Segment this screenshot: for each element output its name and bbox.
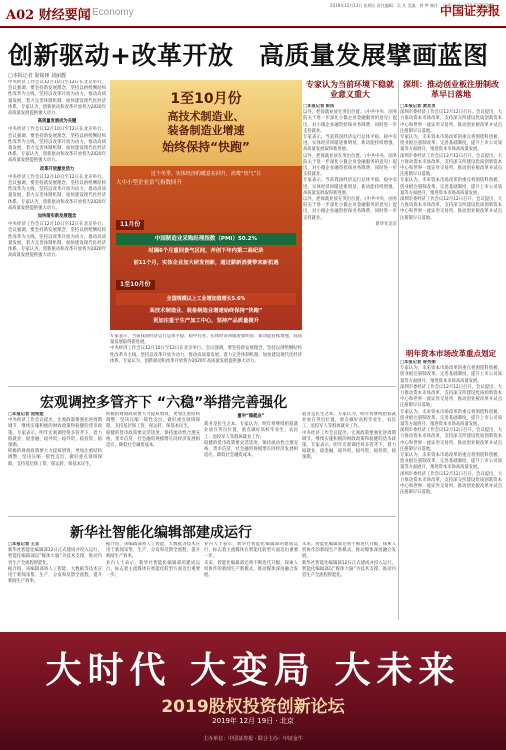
ad-slogan: 大时代 大变局 大未来 <box>45 649 461 691</box>
lead-continuation-paragraph: 中央经济工作会议12月10日至12日在北京举行。会议强调，要坚持新发展理念，坚持以供给侧结构性改革为主线，坚持以改革开放为动力，推动高质量发展，着力完善体制机制，加快建设现代化经济体系。专家认为，创新驱动和改革开放将为2020年高质量发展提供强大动力。 <box>110 346 302 364</box>
lead-paragraph: 中央经济工作会议12月10日至12日在北京举行。会议强调，要坚持新发展理念，坚持以供给侧结构性改革为主线，坚持以改革开放为动力，推动高质量发展，着力完善体制机制，加快建设现代化经济体系。专家认为，创新驱动和改革开放将为2020年高质量发展提供强大动力。 <box>8 80 106 117</box>
infographic-title-2: 高技术制造业、 <box>167 110 245 123</box>
article3-byline: □本报记者 王言 <box>8 542 40 547</box>
employment-paragraph: 以外，把保就业放在突出位置。《中共中央、国务院关于进一步深化小微企业金融服务的意见》提出，对小微企业融资担保业务降费，同时进一步支持就业。 <box>303 197 397 221</box>
article2-paragraph: 稳健的货币政策要灵活适度，保持流动性合理充裕，货币信贷、社会融资规模增长同经济发展相适应，降低社会融资成本。 <box>204 440 298 459</box>
article2-paragraph: 积极的财政政策要大力提质增效，更加注重结构调整，坚决压缩一般性支出，做好重点领域保障，支持基层保工资、保运转、保基本民生。 <box>8 449 102 467</box>
infographic-tag-2: 1至10月份 <box>116 280 155 290</box>
ad-organizers: 主办单位：中国证券报 · 联合主办：中证金牛 <box>203 736 303 742</box>
article2-paragraph: 就业是民生之本。专家认为，明年将继续把稳就业放在突出位置，重点做好高校毕业生、农民工、退役军人等群体就业工作。 <box>204 422 298 440</box>
employment-text <box>303 104 397 344</box>
shenzhen-byline: □本报记者 黄灵灵 <box>400 104 436 109</box>
article3-column-3 <box>204 542 298 626</box>
capital-market-paragraph: 深圳市委经济工作会议12月12日召开。会议提出，大力推动资本市场改革，支持深交所建设优质创新资本中心和世界一流证券交易所，推动创业板改革并试点注册制早日落地。 <box>400 471 502 496</box>
article2-paragraph: 就业是民生之本。专家认为，明年将继续把稳就业放在突出位置，重点做好高校毕业生、农民工、退役军人等群体就业工作。 <box>302 412 396 430</box>
section-divider <box>8 516 396 517</box>
lead-paragraph: 中央经济工作会议12月10日至12日在北京举行。会议强调，要坚持新发展理念，坚持以供给侧结构性改革为主线，坚持以改革开放为动力，推动高质量发展，着力完善体制机制，加快建设现代化经济体系。专家认为，创新驱动和改革开放将为2020年高质量发展提供强大动力。 <box>8 222 106 259</box>
section-label: A02 财经要闻 <box>6 8 91 23</box>
column-rule <box>398 80 399 620</box>
article3-column-2 <box>106 542 200 626</box>
lead-byline: □本报记者 倪铭娅 刘丽靓 <box>8 73 66 79</box>
lead-subhead-3: 加快落实新发展理念 <box>37 214 77 220</box>
lead-column-left <box>8 80 106 380</box>
capital-market-paragraph: 深圳市委经济工作会议12月12日召开。会议提出，大力推动资本市场改革，支持深交所建设优质创新资本中心和世界一流证券交易所，推动创业板改革并试点注册制早日落地。 <box>400 428 502 452</box>
capital-market-paragraph: 深圳市委经济工作会议12月12日召开。会议提出，大力推动资本市场改革，支持深交所建设优质创新资本中心和世界一流证券交易所，推动创业板改革并试点注册制早日落地。 <box>400 384 502 409</box>
article2-headline: 宏观调控多管齐下 “六稳”举措完善强化 <box>40 395 288 411</box>
article3-paragraph: 未来，智能化编辑部还将不断迭代升级，探索人机协作的新闻生产新模式，推动媒体深度融合发展。 <box>204 560 298 579</box>
article3-column-4 <box>302 542 396 626</box>
article3-column-1 <box>8 542 102 626</box>
shenzhen-paragraph: 深圳市委经济工作会议12月12日召开。会议提出，大力推动资本市场改革，支持深交所建设优质创新资本中心和世界一流证券交易所，推动创业板改革并试点注册制早日落地。 <box>400 197 502 221</box>
infographic-line-2: 前11个月，实体企业加大研发创新，通过薪新消费带来新机遇 <box>133 260 279 266</box>
article2-subhead: 重申“稳就业” <box>237 414 265 419</box>
employment-title: 专家认为当前环境下稳就业意义重大 <box>306 80 394 99</box>
article2-paragraph: 中央经济工作会议提出，宏观政策要强化逆周期调节，继续实施积极的财政政策和稳健的货币政策。专家表示，明年宏观调控将多管齐下，着力稳就业、稳金融、稳外贸、稳外资、稳投资、稳预期。 <box>302 430 396 461</box>
article3-paragraph: 据介绍，该编辑部将人工智能、大数据等技术应用于新闻采集、生产、分发和反馈全流程，提升新闻生产效率。 <box>8 566 102 585</box>
infographic-tag-1: 11月份 <box>116 220 144 230</box>
lead-paragraph: 中央经济工作会议12月10日至12日在北京举行。会议强调，要坚持新发展理念，坚持以供给侧结构性改革为主线，坚持以改革开放为动力，推动高质量发展，着力完善体制机制，加快建设现代化经济体系。专家认为，创新驱动和改革开放将为2020年高质量发展提供强大动力。 <box>8 127 106 164</box>
newspaper-logo: 中国证券报 <box>439 4 500 18</box>
employment-byline: □本报记者 彭扬 <box>303 104 335 109</box>
lead-paragraph: 中央经济工作会议12月10日至12日在北京举行。会议强调，要坚持新发展理念，坚持以供给侧结构性改革为主线，坚持以改革开放为动力，推动高质量发展，着力完善体制机制，加快建设现代化经济体系。专家认为，创新驱动和改革开放将为2020年高质量发展提供强大动力。 <box>8 174 106 211</box>
capital-market-paragraph: 专家认为，未来资本市场改革的重点将围绕科创板、创业板注册制改革，完善基础制度，提升上市公司质量等方面展开，推进资本市场高质量发展。 <box>400 409 502 428</box>
section-label-en: Economy <box>92 7 134 18</box>
employment-paragraph: 以外，把保就业放在突出位置。《中共中央、国务院关于进一步深化小微企业金融服务的意见》提出，对小微企业融资担保业务降费，同时进一步支持就业。 <box>303 153 397 178</box>
article2-column-3 <box>204 412 298 512</box>
shenzhen-paragraph: 专家认为，未来资本市场改革的重点将围绕科创板、创业板注册制改革，完善基础制度，提升上市公司质量等方面展开，推进资本市场高质量发展。 <box>400 178 502 196</box>
article2-paragraph: 稳健的货币政策要灵活适度，保持流动性合理充裕，货币信贷、社会融资规模增长同经济发展相适应，降低社会融资成本。 <box>106 430 200 449</box>
ad-forum-title: 2019股权投资创新论坛 <box>161 697 345 717</box>
infographic-bar-2: 全国规模以上工业增加值增长5.6% <box>116 293 296 305</box>
employment-paragraph: 专家表示，当前我国经济运行总体平稳，稳中有进。实体经济回暖迹象明显，新动能持续增强，高质量发展取得新进展。 <box>303 178 397 196</box>
infographic-title-3: 装备制造业增速 <box>167 124 245 137</box>
page-header <box>0 0 506 28</box>
page-meta: 2019年12月13日 星期五 责任编辑：吴 凡 美编：曾 梦 制作：王 敬 电话：010-83251808 <box>330 3 494 8</box>
infographic <box>110 80 302 330</box>
article2-column-4 <box>302 412 396 512</box>
shenzhen-title: 深圳：推动创业板注册制改革早日落地 <box>403 80 499 99</box>
article3-paragraph: 业内人士表示，新华社智能化编辑部的建成运行，标志着主流媒体在智能化转型方面迈出重要一步。 <box>106 560 200 579</box>
capital-market-subhead: 明年资本市场改革重点划定 <box>406 349 496 358</box>
capital-market-text <box>400 360 502 622</box>
employment-paragraph: 专家表示，当前我国经济运行总体平稳，稳中有进。实体经济回暖迹象明显，新动能持续增强，高质量发展取得新进展。 <box>303 135 397 153</box>
lead-subhead-2: 改革开放激发活力 <box>39 166 75 172</box>
lead-continuation-paragraph: 专家表示，当前我国经济运行总体平稳，稳中有进。实体经济回暖迹象明显，新动能持续增强，高质量发展取得新进展。 <box>110 334 302 346</box>
shenzhen-paragraph: 深圳市委经济工作会议12月12日召开。会议提出，大力推动资本市场改革，支持深交所建设优质创新资本中心和世界一流证券交易所，推动创业板改革并试点注册制早日落地。 <box>400 153 502 178</box>
capital-market-paragraph: 专家认为，未来资本市场改革的重点将围绕科创板、创业板注册制改革，完善基础制度，提升上市公司质量等方面展开，推进资本市场高质量发展。 <box>400 453 502 471</box>
shenzhen-text <box>400 104 502 352</box>
lead-continuation <box>110 334 302 384</box>
lead-subhead-1: 高质量发展成为关键 <box>37 119 77 125</box>
article2-column-2 <box>106 412 200 512</box>
infographic-body: 大中小型企业景气指数回升 <box>116 180 183 186</box>
article3-paragraph: 业内人士表示，新华社智能化编辑部的建成运行，标志着主流媒体在智能化转型方面迈出重要一步。 <box>204 542 298 560</box>
forum-advertisement <box>0 632 506 750</box>
article2-column-1 <box>8 412 102 512</box>
article3-headline: 新华社智能化编辑部建成运行 <box>70 525 252 541</box>
article3-paragraph: 新华社智能化编辑部12日正式建成并投入运行。智能化编辑部以“媒体大脑”为技术支撑，推动内容生产全流程智能化。 <box>302 560 396 579</box>
infographic-bar-1: 中国制造业采购经理指数（PMI）50.2% <box>116 233 296 245</box>
shenzhen-box <box>400 80 502 352</box>
section-divider <box>8 386 396 387</box>
capital-market-paragraph: 专家认为，未来资本市场改革的重点将围绕科创板、创业板注册制改革，完善基础制度，提升上市公司质量等方面展开，推进资本市场高质量发展。 <box>400 366 502 384</box>
article3-paragraph: 未来，智能化编辑部还将不断迭代升级，探索人机协作的新闻生产新模式，推动媒体深度融合发展。 <box>302 542 396 560</box>
shenzhen-paragraph: 深圳市委经济工作会议12月12日召开。会议提出，大力推动资本市场改革，支持深交所建设优质创新资本中心和世界一流证券交易所，推动创业板改革并试点注册制早日落地。 <box>400 110 502 134</box>
article2-byline: □本报记者 倪铭娅 <box>8 412 44 417</box>
employment-sidebox <box>303 80 397 345</box>
capital-market-byline: □本报记者 昝秀丽 <box>400 360 436 365</box>
infographic-title-1: 1至10月份 <box>170 91 242 107</box>
lead-headline: 创新驱动+改革开放 高质量发展擘画蓝图 <box>8 41 489 70</box>
infographic-title-4: 始终保持“快跑” <box>162 140 250 154</box>
shenzhen-paragraph: 专家认为，未来资本市场改革的重点将围绕科创板、创业板注册制改革，完善基础制度，提升上市公司质量等方面展开，推进资本市场高质量发展。 <box>400 135 502 153</box>
article3-paragraph: 据介绍，该编辑部将人工智能、大数据等技术应用于新闻采集、生产、分发和反馈全流程，提升新闻生产效率。 <box>106 542 200 560</box>
article3-paragraph: 新华社智能化编辑部12日正式建成并投入运行。智能化编辑部以“媒体大脑”为技术支撑，推动内容生产全流程智能化。 <box>8 548 102 566</box>
ad-date: 2019年 12月 19日 · 北京 <box>212 717 294 725</box>
infographic-line-3: 高技术制造业、装备制造业增速始终保持“快跑” <box>149 308 263 314</box>
employment-source: 新华社北京 <box>375 221 397 227</box>
article2-paragraph: 积极的财政政策要大力提质增效，更加注重结构调整，坚决压缩一般性支出，做好重点领域保障，支持基层保工资、保运转、保基本民生。 <box>106 412 200 430</box>
infographic-caption: 这个冬季，实体经济的暖意在回升，消费“热气”让 <box>150 171 262 177</box>
employment-paragraph: 以外，把保就业放在突出位置。《中共中央、国务院关于进一步深化小微企业金融服务的意见》提出，对小微企业融资担保业务降费，同时进一步支持就业。 <box>303 110 397 134</box>
article2-paragraph: 中央经济工作会议提出，宏观政策要强化逆周期调节，继续实施积极的财政政策和稳健的货币政策。专家表示，明年宏观调控将多管齐下，着力稳就业、稳金融、稳外贸、稳外资、稳投资、稳预期。 <box>8 418 102 449</box>
infographic-line-1: 时隔6个月重回景气区间，并创下年内第二高纪录 <box>148 248 264 254</box>
infographic-line-4: 更加注重于生产加工中心，坚持产品质量提升 <box>153 318 259 324</box>
